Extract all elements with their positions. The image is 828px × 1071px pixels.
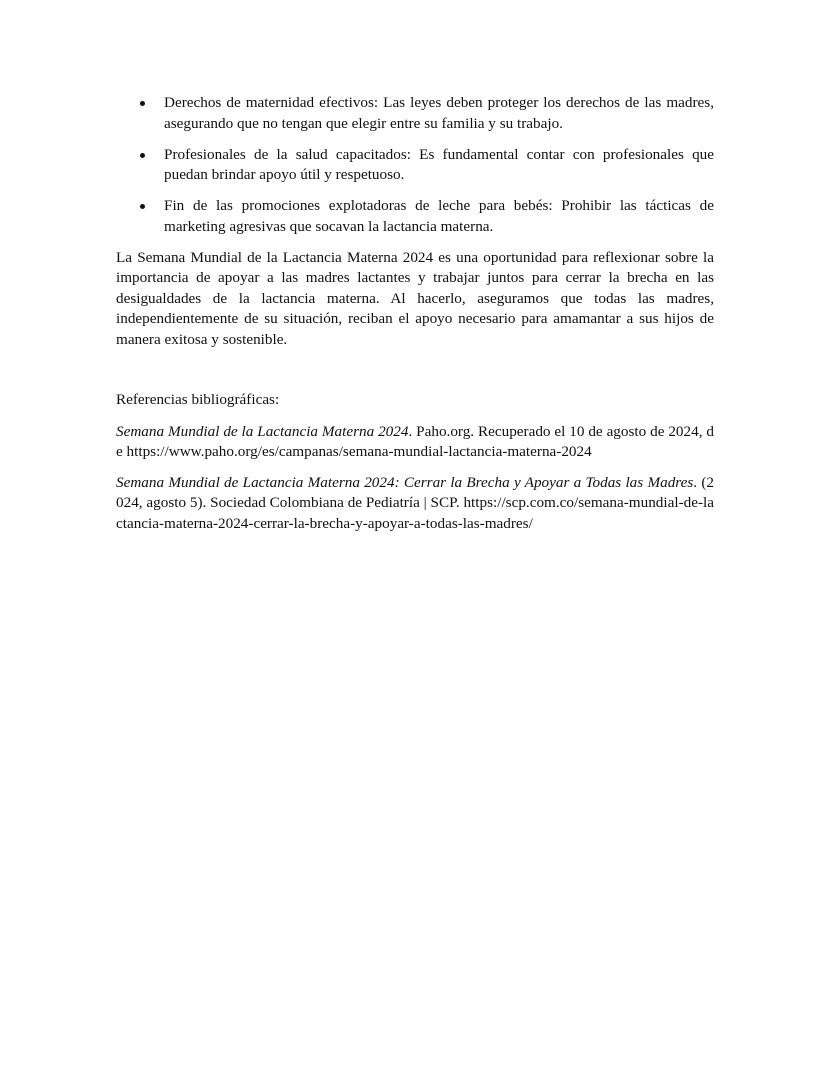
reference-entry <box>116 422 714 463</box>
conclusion-paragraph: La Semana Mundial de la Lactancia Materna 2024 es una oportunidad para reflexionar sobre la importancia de apoyar a las madres lactantes y trabajar juntos para cerrar la brecha en las desigualdades de la lactancia materna. Al hacerlo, aseguramos que todas las madres, independientemente de su situación, reciban el apoyo necesario para amamantar a sus hijos de manera exitosa y sostenible. <box>116 248 714 348</box>
bullet-icon <box>140 153 145 158</box>
list-item-text: Derechos de maternidad efectivos: Las leyes deben proteger los derechos de las madres, asegurando que no tengan que elegir entre su familia y su trabajo. <box>164 94 714 132</box>
reference-entry <box>116 473 714 535</box>
list-item-text: Profesionales de la salud capacitados: Es fundamental contar con profesionales que puedan brindar apoyo útil y respetuoso. <box>164 145 714 183</box>
list-item <box>116 145 714 186</box>
list-item <box>116 196 714 237</box>
bullet-icon <box>140 101 145 106</box>
references-heading: Referencias bibliográficas: <box>116 391 280 408</box>
recommendations-list <box>116 93 714 237</box>
bullet-icon <box>140 204 145 209</box>
list-item <box>116 93 714 134</box>
reference-details: . (2024, agosto 5). Sociedad Colombiana de Pediatría | SCP. https://scp.com.co/semana-mundial-de-lactancia-materna-2024-cerrar-la-brecha-y-apoyar-a-todas-las-madres/ <box>116 473 714 532</box>
list-item-text: Fin de las promociones explotadoras de leche para bebés: Prohibir las tácticas de marketing agresivas que socavan la lactancia materna. <box>164 197 714 235</box>
reference-title: Semana Mundial de la Lactancia Materna 2024 <box>116 422 409 440</box>
reference-details: . Paho.org. Recuperado el 10 de agosto de 2024, de https://www.paho.org/es/campanas/semana-mundial-lactancia-materna-2024 <box>116 422 714 460</box>
document-page <box>116 93 714 544</box>
reference-title: Semana Mundial de Lactancia Materna 2024: Cerrar la Brecha y Apoyar a Todas las Madres <box>116 473 694 491</box>
